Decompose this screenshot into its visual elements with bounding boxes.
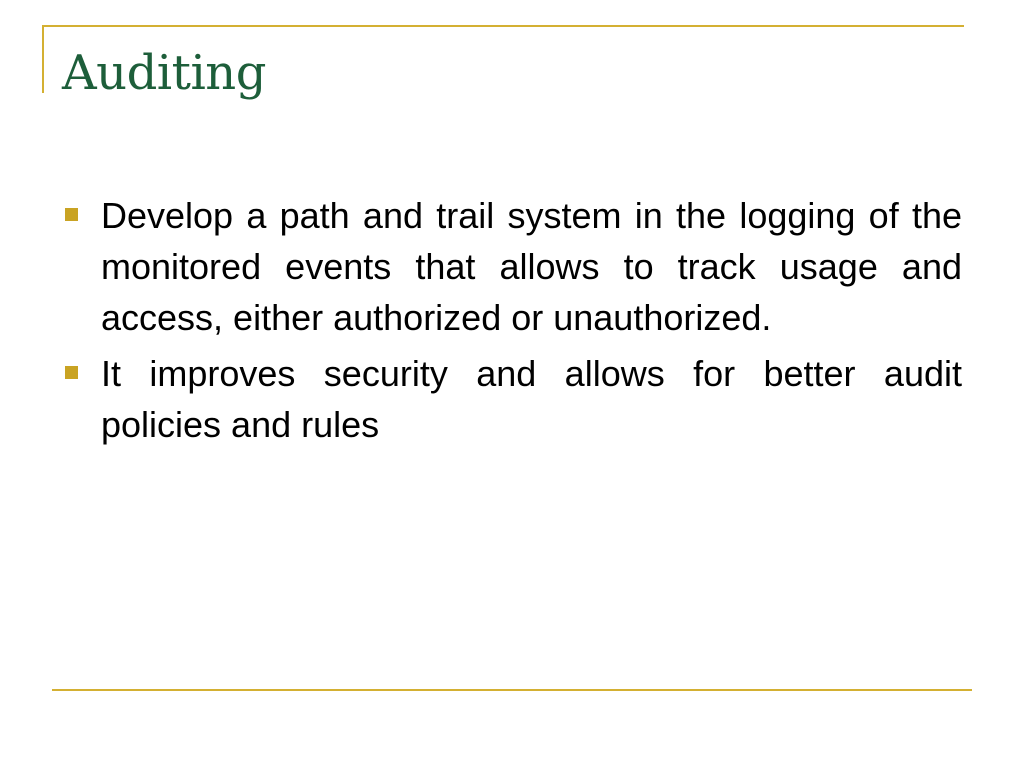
- square-bullet-icon: [65, 208, 78, 221]
- left-rule: [42, 25, 44, 93]
- square-bullet-icon: [65, 366, 78, 379]
- bottom-rule: [52, 689, 972, 691]
- slide-title: Auditing: [62, 45, 266, 101]
- bullet-item: [62, 190, 962, 343]
- top-rule: [42, 25, 964, 27]
- bullet-item: [62, 348, 962, 450]
- bullet-text: It improves security and allows for better audit policies and rules: [101, 353, 962, 445]
- bullet-list: [62, 190, 962, 455]
- bullet-text: Develop a path and trail system in the logging of the monitored events that allows to track usage and access, either authorized or unauthorized.: [101, 195, 962, 338]
